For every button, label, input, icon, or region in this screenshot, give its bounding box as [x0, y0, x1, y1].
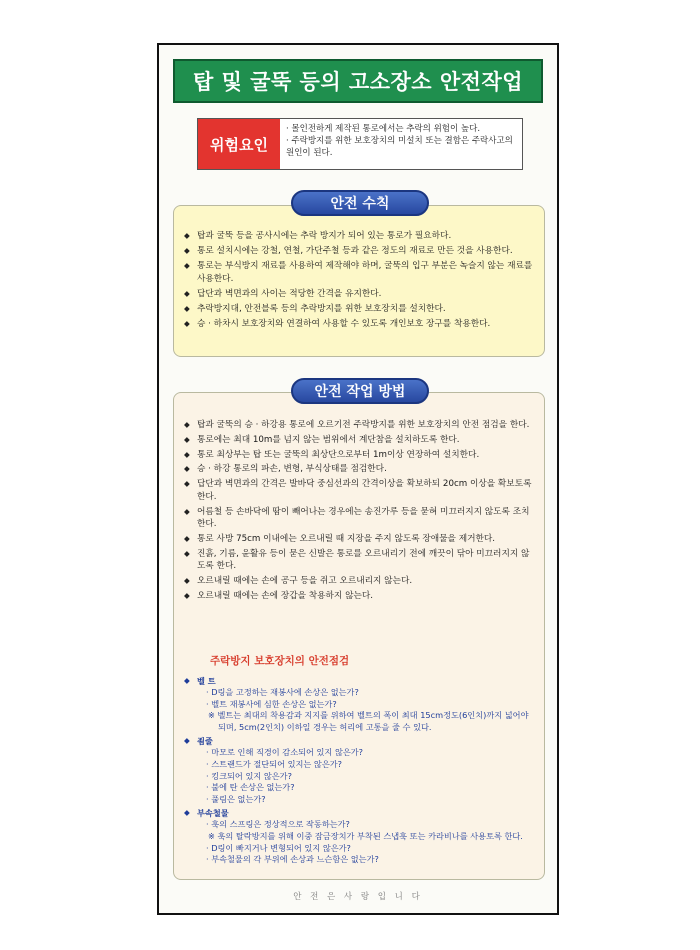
method-item: ◆ 오르내릴 때에는 손에 공구 등을 쥐고 오르내리지 않는다.	[184, 575, 536, 588]
risk-item: · 몰인전하게 제작된 통로에서는 추락의 위험이 높다.	[286, 124, 481, 134]
inspection-note: ※ 훅의 탈락방지를 위해 이중 잠금장치가 부착된 스냅훅 또는 카라비나를 사용토록 한다.	[208, 830, 523, 841]
risk-list	[280, 119, 522, 169]
footer-slogan: 안 전 은 사 랑 입 니 다	[293, 892, 423, 902]
method-item: ◆ 통로에는 최대 10m를 넘지 않는 범위에서 계단참을 설치하도록 한다.	[184, 434, 536, 447]
inspection-item: · 킹크되어 있지 않은가?	[206, 770, 292, 781]
inspection-item: · 부속철물의 각 부위에 손상과 느슨함은 없는가?	[206, 854, 379, 865]
risk-item: · 주락방지를 위한 보호장치의 미설치 또는 결함은 주락사고의 원인이 된다.	[286, 136, 513, 158]
method-item: ◆ 오르내릴 때에는 손에 장갑을 착용하지 않는다.	[184, 590, 536, 603]
page-title: 탑 및 굴뚝 등의 고소장소 안전작업	[192, 70, 524, 94]
method-item: ◆ 승 · 하강 통로의 파손, 변형, 부식상태를 점검한다.	[184, 463, 536, 476]
method-item: ◆ 탑과 굴뚝의 승 · 하강용 통로에 오르기전 주락방지를 위한 보호장치의 안전 점검을 한다.	[184, 419, 536, 432]
inspection-item: · 불에 탄 손상은 없는가?	[206, 782, 295, 793]
methods-heading: 안전 작업 방법	[291, 378, 429, 404]
inspection-item: · 마모로 인해 직경이 감소되어 있지 않은가?	[206, 747, 364, 758]
inspection-heading: 주락방지 보호장치의 안전점검	[210, 655, 350, 667]
title-banner	[173, 59, 543, 103]
rules-heading: 안전 수칙	[291, 190, 429, 216]
inspection-item: · 스트랜드가 절단되어 있지는 않은가?	[206, 758, 342, 769]
inspection-category-belt: ◆ 벨 트	[184, 675, 538, 687]
method-item: ◆ 통로 사방 75cm 이내에는 오르내릴 때 지장을 주지 않도록 장애물을 제거한다.	[184, 533, 536, 546]
risk-label: 위험요인	[198, 119, 280, 169]
inspection-item: · 풀림은 없는가?	[206, 793, 266, 804]
method-item: ◆ 진흙, 기름, 윤활유 등이 묻은 신발은 통로를 오르내리기 전에 깨끗이 닦아 미끄러지지 않도록 한다.	[184, 548, 536, 573]
rule-item: ◆ 통로는 부식방지 재료를 사용하여 제작해야 하며, 굴뚝의 입구 부분은 녹슬지 않는 재료를 사용한다.	[184, 260, 536, 285]
method-item: ◆ 답단과 벽면과의 간격은 발바닥 중심선과의 간격이상을 확보하되 20cm 이상을 확보토록 한다.	[184, 478, 536, 503]
rules-list	[184, 230, 536, 333]
method-item: ◆ 어름철 등 손바닥에 땀이 빼어나는 경우에는 송진가루 등을 묻혀 미끄러지지 않도록 조치한다.	[184, 506, 536, 531]
inspection-note: ※ 벨트는 최대의 착용감과 지지를 위하여 벨트의 폭이 최대 15cm정도(6인치)까지 넓어야 되며, 5cm(2인치) 이하일 경우는 허리에 고통을 줄 수 있다.	[208, 710, 529, 732]
inspection-category-lanyard: ◆ 죔줄	[184, 735, 538, 747]
inspection-item: · D링이 빠지거나 변형되어 있지 않은가?	[206, 842, 351, 853]
inspection-list	[184, 673, 538, 866]
methods-panel	[173, 392, 545, 880]
inspection-item: · 벨트 재봉사에 심한 손상은 없는가?	[206, 698, 337, 709]
rule-item: ◆ 탑과 굴뚝 등을 공사시에는 추락 방지가 되어 있는 통로가 필요하다.	[184, 230, 536, 243]
method-item: ◆ 통로 최상부는 탑 또는 굴뚝의 최상단으로부터 1m이상 연장하여 설치한다.	[184, 449, 536, 462]
safety-poster	[157, 43, 559, 915]
risk-factors-box	[197, 118, 523, 170]
inspection-item: · D링을 고정하는 재봉사에 손상은 없는가?	[206, 687, 359, 697]
inspection-item: · 훅의 스프링은 정상적으로 작동하는가?	[206, 819, 350, 830]
methods-list	[184, 419, 536, 605]
rule-item: ◆ 승 · 하차시 보호장치와 연결하여 사용할 수 있도록 개인보호 장구를 착용한다.	[184, 318, 536, 331]
rule-item: ◆ 통로 설치시에는 강철, 연철, 가단주철 등과 같은 정도의 재료로 만든 것을 사용한다.	[184, 245, 536, 258]
rule-item: ◆ 추락방지대, 안전블록 등의 추락방지를 위한 보호장치를 설치한다.	[184, 303, 536, 316]
inspection-category-hardware: ◆ 부속철물	[184, 807, 538, 819]
rule-item: ◆ 답단과 벽면과의 사이는 적당한 간격을 유지한다.	[184, 288, 536, 301]
rules-panel	[173, 205, 545, 357]
